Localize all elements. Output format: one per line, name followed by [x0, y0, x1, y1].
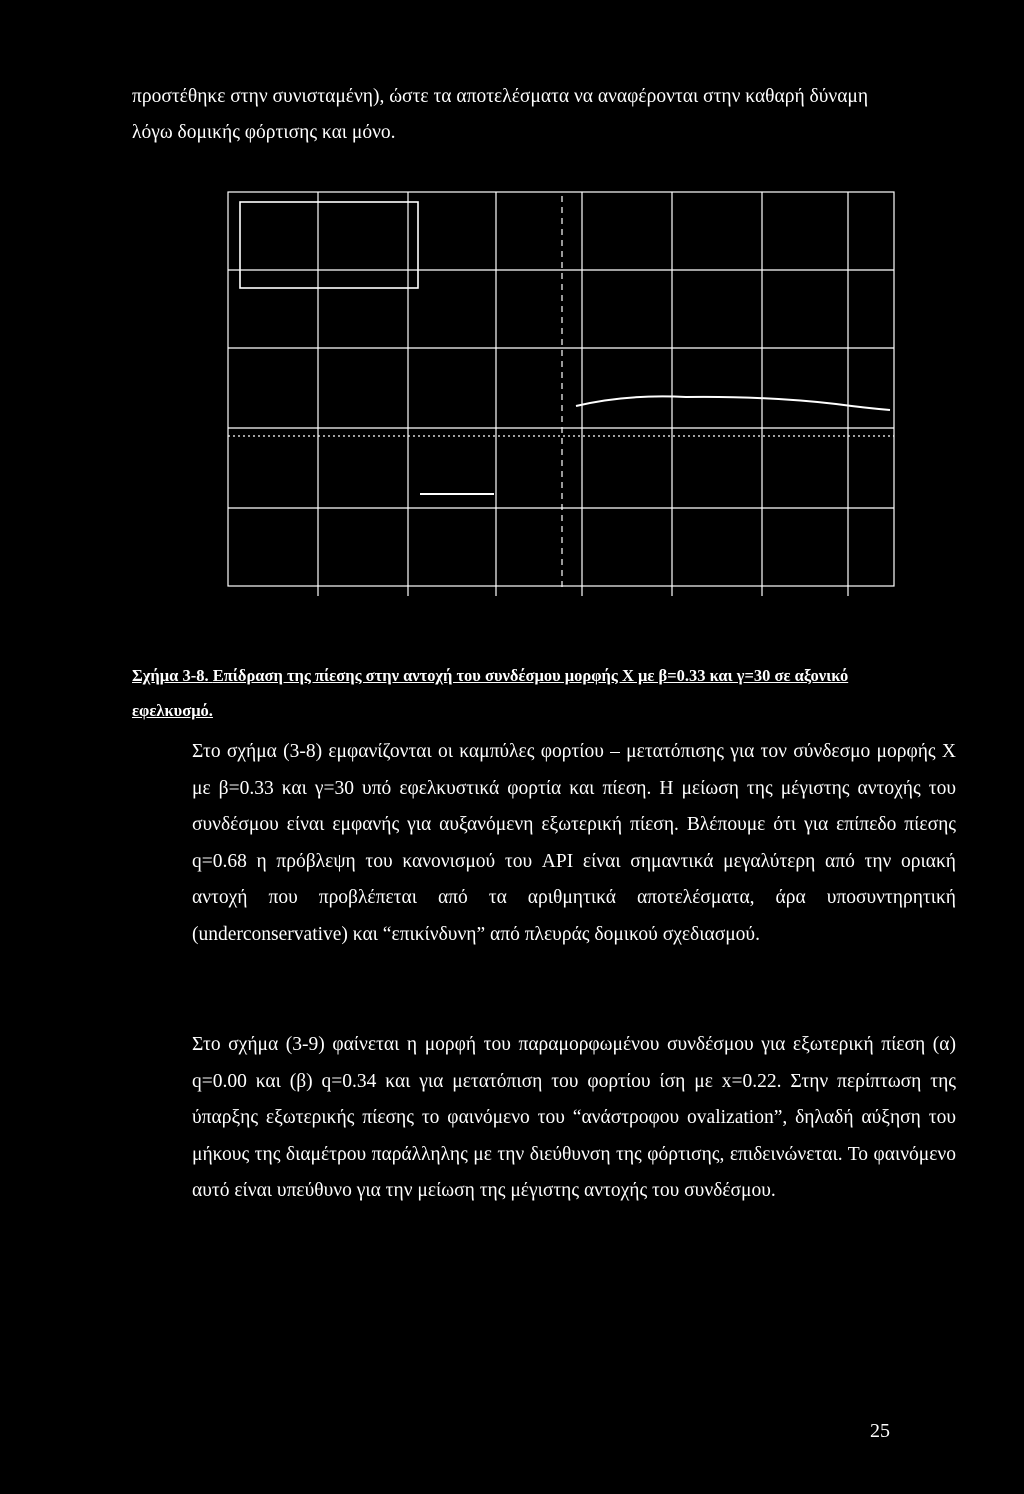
page-number: 25 [870, 1420, 890, 1442]
legend-box [240, 202, 418, 288]
figure-frame [228, 192, 894, 586]
load-displacement-figure [226, 188, 898, 598]
paragraph-2: Στο σχήμα (3-9) φαίνεται η μορφή του παραμορφωμένου συνδέσμου για εξωτερική πίεση (α) q=0.00 και (β) q=0.34 και για μετατόπιση του φορτίου ίση με x=0.22. Στην περίπτωση της ύπαρξης εξωτερικής πίεσης το φαινόμενο του “ανάστροφου ovalization”, δηλαδή αύξηση του μήκους της διαμέτρου παράλληλης με την διεύθυνση της φόρτισης, επιδεινώνεται. Το φαινόμενο αυτό είναι υπεύθυνο για την μείωση της μέγιστης αντοχής του συνδέσμου. [192, 1034, 956, 1202]
figure-caption [132, 658, 892, 728]
load-curve-upper [576, 396, 890, 410]
paragraph-1: Στο σχήμα (3-8) εμφανίζονται οι καμπύλες φορτίου – μετατόπισης για τον σύνδεσμο μορφής X με β=0.33 και γ=30 υπό εφελκυστικά φορτία και πίεση. Η μείωση της μέγιστης αντοχής του συνδέσμου είναι εμφανής για αυξανόμενη εξωτερική πίεση. Βλέπουμε ότι για επίπεδο πίεσης q=0.68 η πρόβλεψη του κανονισμού του API είναι σημαντικά μεγαλύτερη από την οριακή αντοχή που προβλέπεται από τα αριθμητικά αποτελέσματα, άρα υποσυντηρητική (underconservative) και “επικίνδυνη” από πλευράς δομικού σχεδιασμού. [192, 741, 956, 945]
caption-text: Επίδραση της πίεσης στην αντοχή του συνδέσμου μορφής X με β=0.33 και γ=30 σε αξονικό εφελκυσμό. [132, 666, 849, 720]
caption-label: Σχήμα 3-8. [132, 666, 209, 685]
top-text: προστέθηκε στην συνισταμένη), ώστε τα αποτελέσματα να αναφέρονται στην καθαρή δύναμη λόγω δομικής φόρτισης και μόνο. [132, 86, 869, 143]
